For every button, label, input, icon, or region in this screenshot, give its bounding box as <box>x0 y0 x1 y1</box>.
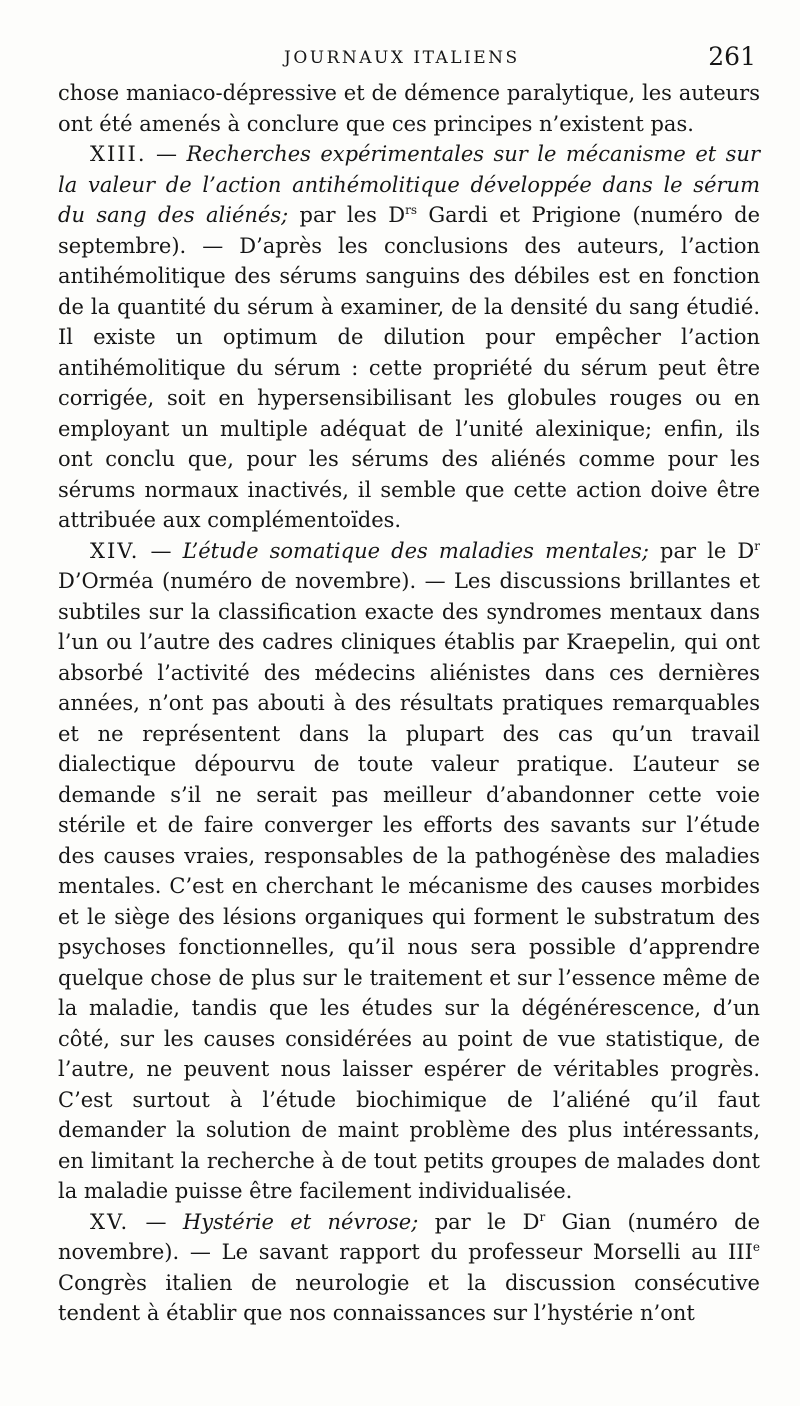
text-run: Gian (numéro de novembre). — Le savant rapport du professeur Morselli au III <box>58 1209 760 1264</box>
page-number: 261 <box>708 42 756 71</box>
running-title: JOURNAUX ITALIENS <box>284 48 520 68</box>
superscript: rs <box>405 203 417 217</box>
superscript: r <box>754 538 760 553</box>
text-run: — <box>146 142 187 166</box>
article-title: L’étude somatique des maladies mentales; <box>182 538 649 563</box>
page-header <box>58 38 760 78</box>
text-run: par le D <box>648 538 755 563</box>
text-run: — <box>129 1209 183 1234</box>
article-title: Hystérie et névrose; <box>182 1209 419 1234</box>
text-run: par le D <box>418 1209 540 1234</box>
section-number: XV. <box>90 1209 130 1234</box>
body-text <box>58 78 760 1329</box>
paragraph <box>58 139 760 536</box>
superscript: r <box>539 1209 546 1224</box>
text-run: Gardi et Prigione (numéro de septembre). — D’après les conclusions des auteurs, l’action antihémolitique des sérums sanguins des débiles est en fonction de la quantité du sérum à examiner, de la densité du sang étudié. Il existe un optimum de dilution pour empêcher l’action antihémolitique du sérum : cette propriété du sérum peut être corrigée, soit en hypersensibilisant les globules rouges ou en employant un multiple adéquat de l’unité alexinique; enfin, ils ont conclu que, pour les sérums des aliénés comme pour les sérums normaux inactivés, il semble que cette action doive être attribuée aux complémentoïdes. <box>58 203 760 532</box>
article-title: Recherches expérimentales sur le mécanisme et sur la valeur de l’action antihémolitique développée dans le sérum du sang des aliénés; <box>58 142 760 227</box>
superscript: e <box>752 1240 760 1254</box>
paragraph <box>58 536 760 1207</box>
text-run: Congrès italien de neurologie et la discussion consécutive tendent à établir que nos connaissances sur l’hystérie n’ont <box>58 1270 760 1325</box>
section-number: XIV. <box>90 538 140 563</box>
paragraph <box>58 1207 760 1329</box>
paragraph <box>58 78 760 139</box>
text-run: D’Orméa (numéro de novembre). — Les discussions brillantes et subtiles sur la classification exacte des syndromes mentaux dans l’un ou l’autre des cadres cliniques établis par Kraepelin, qui ont absorbé l’activité des médecins aliénistes dans ces dernières années, n’ont pas abouti à des résultats pratiques remarquables et ne représentent dans la plupart des cas qu’un travail dialectique dépourvu de toute valeur pratique. L’auteur se demande s’il ne serait pas meilleur d’abandonner cette voie stérile et de faire converger les efforts des savants sur l’étude des causes vraies, responsables de la pathogénèse des maladies mentales. C’est en cherchant le mécanisme des causes morbides et le siège des lésions organiques qui forment le substratum des psychoses fonctionnelles, qu’il nous sera possible d’apprendre quelque chose de plus sur le traitement et sur l’essence même de la maladie, tandis que les études sur la dégénérescence, d’un côté, sur les causes considérées au point de vue statistique, de l’autre, ne peuvent nous laisser espérer de véritables progrès. C’est surtout à l’étude biochimique de l’aliéné qu’il faut demander la solution de maint problème des plus intéressants, en limitant la recherche à de tout petits groupes de malades dont la maladie puisse être facilement individualisée. <box>58 569 760 1203</box>
section-number: XIII. <box>90 142 147 166</box>
text-run: chose maniaco-dépressive et de démence paralytique, les auteurs ont été amenés à conclure que ces principes n’existent pas. <box>58 81 760 136</box>
text-run: par les D <box>288 203 406 227</box>
text-run: — <box>139 538 183 563</box>
